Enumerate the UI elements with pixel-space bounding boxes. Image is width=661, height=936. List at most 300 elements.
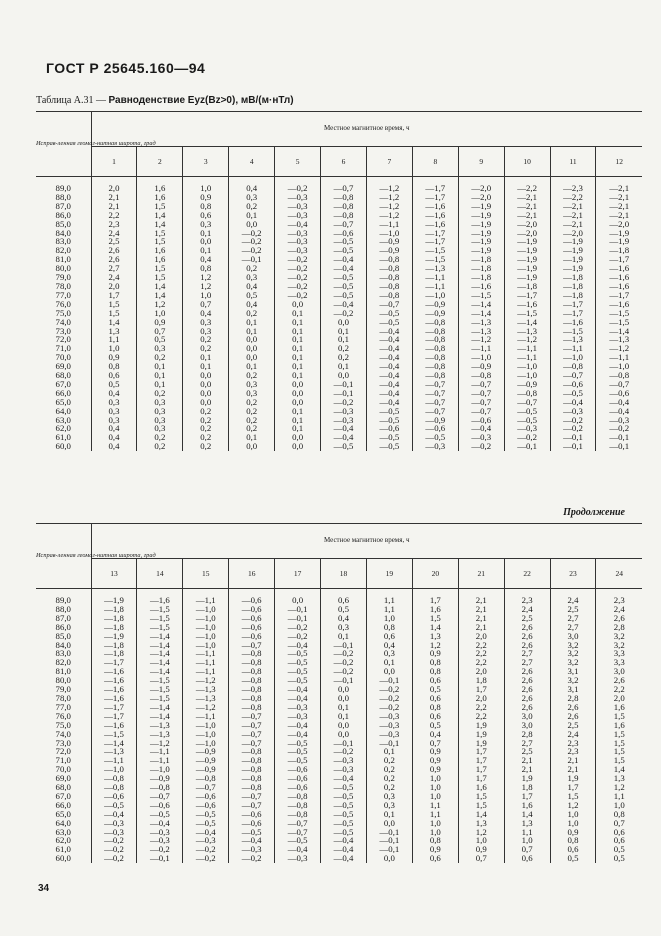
value-cell: —0,8	[366, 291, 412, 300]
value-cell: —1,1	[366, 220, 412, 229]
value-cell: —0,8	[183, 774, 229, 783]
value-cell: —0,5	[550, 389, 596, 398]
value-cell: 2,8	[550, 694, 596, 703]
value-cell: —1,0	[596, 362, 642, 371]
value-cell: 1,5	[137, 229, 183, 238]
latitude-cell: 66,0	[55, 799, 71, 810]
value-cell: 0,2	[183, 442, 229, 451]
value-cell: 0,3	[137, 398, 183, 407]
value-cell: —2,1	[596, 193, 642, 202]
value-cell: 1,3	[91, 327, 137, 336]
value-cell: 0,1	[229, 433, 275, 442]
value-cell: 1,7	[91, 291, 137, 300]
latitude-cell: 83,0	[55, 236, 71, 247]
value-cell: —1,8	[91, 623, 137, 632]
value-cell: —0,3	[458, 433, 504, 442]
latitude-cell: 74,0	[55, 316, 71, 327]
value-cell: —1,7	[550, 300, 596, 309]
value-cell: 0,0	[229, 220, 275, 229]
value-cell: 0,0	[183, 371, 229, 380]
continuation-label: Продолжение	[563, 507, 625, 518]
value-cell: —0,8	[275, 810, 321, 819]
value-cell: —0,7	[275, 819, 321, 828]
value-cell: —0,3	[366, 730, 412, 739]
value-cell: 2,6	[504, 623, 550, 632]
value-cell: 1,2	[550, 801, 596, 810]
value-cell: 0,9	[550, 828, 596, 837]
value-cell: —0,1	[366, 739, 412, 748]
value-cell: —0,2	[321, 398, 367, 407]
value-cell: —0,2	[137, 845, 183, 854]
hour-header: 1	[91, 146, 137, 176]
value-cell: —0,9	[412, 300, 458, 309]
latitude-cell: 71,0	[55, 343, 71, 354]
latitude-cell: 78,0	[55, 280, 71, 291]
value-cell: —1,0	[504, 371, 550, 380]
value-cell: —1,6	[91, 685, 137, 694]
value-cell: —0,2	[275, 264, 321, 273]
value-cell: —1,3	[183, 694, 229, 703]
value-cell: 0,6	[321, 596, 367, 605]
value-cell: —1,2	[183, 676, 229, 685]
value-cell: 0,8	[412, 703, 458, 712]
value-cell: —1,8	[550, 291, 596, 300]
value-cell: 1,7	[550, 783, 596, 792]
value-cell: —0,5	[366, 318, 412, 327]
value-cell: —1,4	[504, 318, 550, 327]
value-cell: 0,3	[137, 344, 183, 353]
latitude-cell: 87,0	[55, 612, 71, 623]
value-cell: 0,7	[458, 854, 504, 863]
value-cell: —0,7	[412, 398, 458, 407]
value-cell: 1,5	[91, 300, 137, 309]
value-cell: —0,6	[458, 416, 504, 425]
latitude-cell: 67,0	[55, 378, 71, 389]
value-cell: 0,6	[91, 371, 137, 380]
value-cell: 0,0	[275, 433, 321, 442]
value-cell: —0,7	[229, 801, 275, 810]
value-cell: 1,0	[137, 309, 183, 318]
value-cell: —2,1	[550, 211, 596, 220]
value-cell: —1,1	[183, 658, 229, 667]
value-cell: 2,6	[504, 676, 550, 685]
value-cell: —1,1	[183, 667, 229, 676]
value-cell: —0,2	[321, 309, 367, 318]
value-cell: 2,0	[458, 667, 504, 676]
hour-header: 24	[596, 558, 642, 588]
value-cell: —1,9	[458, 246, 504, 255]
hour-header: 17	[275, 558, 321, 588]
latitude-cell: 65,0	[55, 808, 71, 819]
value-cell: —0,5	[412, 433, 458, 442]
value-cell: —2,1	[504, 202, 550, 211]
value-cell: —1,6	[412, 220, 458, 229]
value-cell: —0,5	[183, 810, 229, 819]
value-cell: —0,3	[321, 765, 367, 774]
value-cell: —2,0	[458, 184, 504, 193]
value-cell: —0,1	[321, 676, 367, 685]
value-cell: 0,8	[550, 836, 596, 845]
value-cell: —0,4	[366, 371, 412, 380]
value-cell: —1,1	[183, 649, 229, 658]
value-cell: —0,8	[229, 694, 275, 703]
value-cell: 3,3	[596, 649, 642, 658]
value-cell: 3,0	[550, 632, 596, 641]
value-cell: 0,0	[183, 380, 229, 389]
value-cell: —1,5	[550, 327, 596, 336]
value-cell: 0,2	[366, 774, 412, 783]
value-cell: 0,2	[229, 398, 275, 407]
latitude-cell: 87,0	[55, 200, 71, 211]
value-cell: —0,7	[504, 398, 550, 407]
value-cell: 0,1	[229, 318, 275, 327]
value-cell: —1,4	[137, 712, 183, 721]
value-cell: —0,8	[275, 801, 321, 810]
value-cell: 0,2	[183, 407, 229, 416]
latitude-cell: 74,0	[55, 728, 71, 739]
value-cell: —0,3	[275, 712, 321, 721]
value-cell: 2,7	[550, 614, 596, 623]
value-cell: 1,0	[412, 828, 458, 837]
value-cell: 1,3	[412, 632, 458, 641]
value-cell: —0,4	[321, 836, 367, 845]
value-cell: 1,0	[183, 291, 229, 300]
value-cell: 0,8	[412, 658, 458, 667]
value-cell: 0,1	[183, 229, 229, 238]
value-cell: 2,1	[458, 623, 504, 632]
value-cell: —0,5	[366, 433, 412, 442]
value-cell: 0,8	[596, 810, 642, 819]
value-cell: —0,5	[275, 756, 321, 765]
value-cell: —0,5	[275, 649, 321, 658]
value-cell: 0,1	[275, 318, 321, 327]
value-cell: 0,5	[550, 854, 596, 863]
value-cell: —0,8	[229, 703, 275, 712]
value-cell: 0,3	[229, 273, 275, 282]
value-cell: 3,3	[596, 658, 642, 667]
value-cell: —1,5	[91, 730, 137, 739]
value-cell: 1,0	[366, 614, 412, 623]
value-cell: 1,7	[458, 685, 504, 694]
value-cell: 0,0	[183, 389, 229, 398]
value-cell: —1,4	[137, 649, 183, 658]
value-cell: 2,6	[504, 632, 550, 641]
value-cell: —0,4	[366, 380, 412, 389]
latitude-cell: 71,0	[55, 755, 71, 766]
latitude-cell: 77,0	[55, 701, 71, 712]
table-caption	[36, 95, 294, 106]
value-cell: —1,2	[366, 184, 412, 193]
value-cell: 0,3	[137, 407, 183, 416]
value-cell: —1,3	[458, 318, 504, 327]
value-cell: —0,8	[412, 371, 458, 380]
value-cell: —0,2	[366, 694, 412, 703]
table-row	[36, 854, 642, 863]
value-cell: —0,4	[366, 398, 412, 407]
value-cell: 1,5	[137, 273, 183, 282]
value-cell: —1,9	[91, 632, 137, 641]
value-cell: 0,1	[366, 747, 412, 756]
value-cell: —0,5	[366, 407, 412, 416]
value-cell: —1,1	[504, 344, 550, 353]
latitude-cell: 61,0	[55, 432, 71, 443]
value-cell: 0,5	[412, 721, 458, 730]
value-cell: —1,8	[91, 649, 137, 658]
value-cell: 3,0	[504, 712, 550, 721]
value-cell: 0,1	[183, 362, 229, 371]
value-cell: 0,6	[412, 676, 458, 685]
value-cell: —0,8	[229, 667, 275, 676]
hour-header: 16	[229, 558, 275, 588]
value-cell: —1,5	[137, 685, 183, 694]
value-cell: 2,1	[550, 756, 596, 765]
value-cell: —0,8	[229, 756, 275, 765]
value-cell: 1,4	[137, 220, 183, 229]
value-cell: 0,6	[412, 854, 458, 863]
value-cell: —0,3	[275, 211, 321, 220]
value-cell: 1,4	[91, 318, 137, 327]
value-cell: 0,1	[275, 424, 321, 433]
value-cell: 2,2	[458, 703, 504, 712]
table-caption-text: Равноденствие Eуz(Bz>0), мВ/(м·нТл)	[108, 95, 294, 106]
value-cell: 0,7	[137, 327, 183, 336]
hour-header: 20	[412, 558, 458, 588]
value-cell: 0,1	[229, 362, 275, 371]
value-cell: —1,1	[137, 747, 183, 756]
value-cell: 1,0	[412, 792, 458, 801]
value-cell: —1,2	[137, 739, 183, 748]
value-cell: 0,0	[275, 389, 321, 398]
value-cell: —1,7	[91, 658, 137, 667]
value-cell: 1,0	[550, 810, 596, 819]
value-cell: —0,3	[412, 442, 458, 451]
value-cell: —0,5	[91, 801, 137, 810]
value-cell: —1,8	[550, 282, 596, 291]
value-cell: 1,1	[366, 596, 412, 605]
value-cell: —0,3	[91, 819, 137, 828]
value-cell: 2,6	[504, 667, 550, 676]
value-cell: —0,3	[183, 836, 229, 845]
value-cell: 0,4	[183, 309, 229, 318]
value-cell: —1,7	[91, 703, 137, 712]
value-cell: —0,1	[504, 442, 550, 451]
value-cell: —0,8	[412, 344, 458, 353]
value-cell: 2,5	[504, 747, 550, 756]
value-cell: 2,6	[550, 712, 596, 721]
value-cell: —0,1	[275, 605, 321, 614]
value-cell: 0,0	[321, 730, 367, 739]
value-cell: 2,0	[596, 694, 642, 703]
value-cell: —0,7	[229, 739, 275, 748]
value-cell: —0,8	[412, 335, 458, 344]
value-cell: 0,1	[229, 327, 275, 336]
value-cell: —1,9	[596, 237, 642, 246]
value-cell: —2,3	[550, 184, 596, 193]
hour-header: 22	[504, 558, 550, 588]
value-cell: 0,3	[366, 801, 412, 810]
value-cell: —0,7	[366, 300, 412, 309]
value-cell: —1,6	[596, 264, 642, 273]
value-cell: —0,2	[275, 632, 321, 641]
hour-header: 23	[550, 558, 596, 588]
value-cell: —0,5	[321, 442, 367, 451]
latitude-cell: 63,0	[55, 826, 71, 837]
hour-header: 6	[321, 146, 367, 176]
value-cell: —1,0	[137, 765, 183, 774]
value-cell: 0,3	[229, 193, 275, 202]
value-cell: —0,1	[596, 442, 642, 451]
value-cell: 1,9	[504, 774, 550, 783]
value-cell: —1,6	[91, 667, 137, 676]
value-cell: —0,1	[550, 433, 596, 442]
value-cell: —0,4	[321, 424, 367, 433]
value-cell: 0,5	[321, 605, 367, 614]
value-cell: 1,1	[504, 828, 550, 837]
value-cell: —0,7	[321, 220, 367, 229]
value-cell: —0,1	[596, 433, 642, 442]
value-cell: 0,9	[458, 845, 504, 854]
value-cell: —1,8	[458, 273, 504, 282]
value-cell: 2,2	[596, 685, 642, 694]
value-cell: —0,9	[366, 237, 412, 246]
value-cell: 0,1	[137, 362, 183, 371]
value-cell: 2,0	[91, 282, 137, 291]
value-cell: —0,5	[275, 667, 321, 676]
value-cell: 0,6	[596, 828, 642, 837]
value-cell: —0,7	[458, 398, 504, 407]
value-cell: 1,7	[412, 596, 458, 605]
value-cell: 0,9	[412, 756, 458, 765]
value-cell: —0,5	[504, 407, 550, 416]
value-cell: —0,8	[229, 676, 275, 685]
latitude-cell: 76,0	[55, 710, 71, 721]
value-cell: 0,0	[275, 596, 321, 605]
latitude-cell: 64,0	[55, 817, 71, 828]
value-cell: —0,8	[229, 649, 275, 658]
value-cell: —0,3	[275, 202, 321, 211]
value-cell: 0,1	[321, 632, 367, 641]
value-cell: 0,3	[321, 623, 367, 632]
value-cell: —0,2	[183, 854, 229, 863]
value-cell: 2,0	[91, 184, 137, 193]
value-cell: —0,7	[458, 407, 504, 416]
value-cell: 3,2	[596, 632, 642, 641]
value-cell: —1,6	[596, 273, 642, 282]
value-cell: 2,4	[550, 730, 596, 739]
value-cell: —0,6	[275, 765, 321, 774]
value-cell: —0,7	[229, 730, 275, 739]
value-cell: —0,5	[321, 792, 367, 801]
value-cell: 3,1	[550, 685, 596, 694]
value-cell: —1,9	[458, 220, 504, 229]
value-cell: —0,1	[321, 389, 367, 398]
value-cell: 0,1	[366, 658, 412, 667]
value-cell: 1,5	[91, 309, 137, 318]
value-cell: 0,9	[137, 318, 183, 327]
value-cell: 0,6	[412, 694, 458, 703]
value-cell: 0,4	[412, 730, 458, 739]
value-cell: 2,0	[458, 632, 504, 641]
value-cell: 2,5	[550, 605, 596, 614]
value-cell: —0,8	[366, 264, 412, 273]
value-cell: 0,3	[183, 318, 229, 327]
value-cell: 0,0	[321, 685, 367, 694]
page-header: ГОСТ Р 25645.160—94	[46, 60, 206, 76]
value-cell: 1,9	[550, 774, 596, 783]
latitude-cell: 88,0	[55, 191, 71, 202]
value-cell: —0,4	[321, 264, 367, 273]
hour-header: 15	[183, 558, 229, 588]
value-cell: —1,2	[366, 202, 412, 211]
value-cell: —1,6	[550, 318, 596, 327]
value-cell: —1,5	[412, 246, 458, 255]
value-cell: 2,6	[91, 255, 137, 264]
value-cell: —0,4	[366, 327, 412, 336]
value-cell: —0,8	[412, 362, 458, 371]
value-cell: —2,0	[504, 229, 550, 238]
value-cell: 0,7	[596, 819, 642, 828]
value-cell: —0,2	[366, 703, 412, 712]
value-cell: —0,9	[504, 380, 550, 389]
value-cell: —0,3	[321, 416, 367, 425]
value-cell: 0,2	[229, 264, 275, 273]
value-cell: 0,4	[91, 442, 137, 451]
value-cell: —1,9	[458, 237, 504, 246]
value-cell: —0,3	[91, 828, 137, 837]
value-cell: —1,7	[91, 712, 137, 721]
value-cell: 0,1	[321, 362, 367, 371]
value-cell: 1,2	[183, 273, 229, 282]
value-cell: 1,5	[596, 739, 642, 748]
value-cell: 1,4	[504, 810, 550, 819]
value-cell: 2,2	[458, 641, 504, 650]
value-cell: 0,1	[275, 353, 321, 362]
hour-header: 12	[596, 146, 642, 176]
value-cell: 2,3	[596, 596, 642, 605]
value-cell: —1,5	[596, 318, 642, 327]
value-cell: 1,5	[596, 756, 642, 765]
value-cell: 0,4	[91, 424, 137, 433]
value-cell: —0,2	[229, 246, 275, 255]
value-cell: —0,5	[321, 273, 367, 282]
value-cell: —1,8	[596, 246, 642, 255]
latitude-cell: 86,0	[55, 621, 71, 632]
value-cell: —0,5	[275, 658, 321, 667]
value-cell: 0,8	[366, 623, 412, 632]
value-cell: —0,5	[321, 783, 367, 792]
value-cell: 1,6	[137, 193, 183, 202]
value-cell: —0,1	[321, 380, 367, 389]
column-header-latitude: Исправ-ленная геомаг-нитная широта, град	[36, 112, 91, 177]
value-cell: —0,2	[321, 649, 367, 658]
value-cell: —1,4	[137, 703, 183, 712]
value-cell: —1,5	[137, 605, 183, 614]
value-cell: —0,4	[321, 774, 367, 783]
value-cell: —0,9	[366, 246, 412, 255]
value-cell: 0,1	[366, 810, 412, 819]
value-cell: —0,8	[91, 774, 137, 783]
value-cell: 0,4	[91, 433, 137, 442]
value-cell: —1,7	[504, 291, 550, 300]
value-cell: —0,4	[458, 424, 504, 433]
value-cell: —0,2	[458, 442, 504, 451]
value-cell: —0,8	[321, 211, 367, 220]
value-cell: —0,2	[366, 685, 412, 694]
hour-header: 13	[91, 558, 137, 588]
value-cell: 2,7	[504, 649, 550, 658]
value-cell: —1,5	[137, 614, 183, 623]
value-cell: —1,3	[596, 335, 642, 344]
